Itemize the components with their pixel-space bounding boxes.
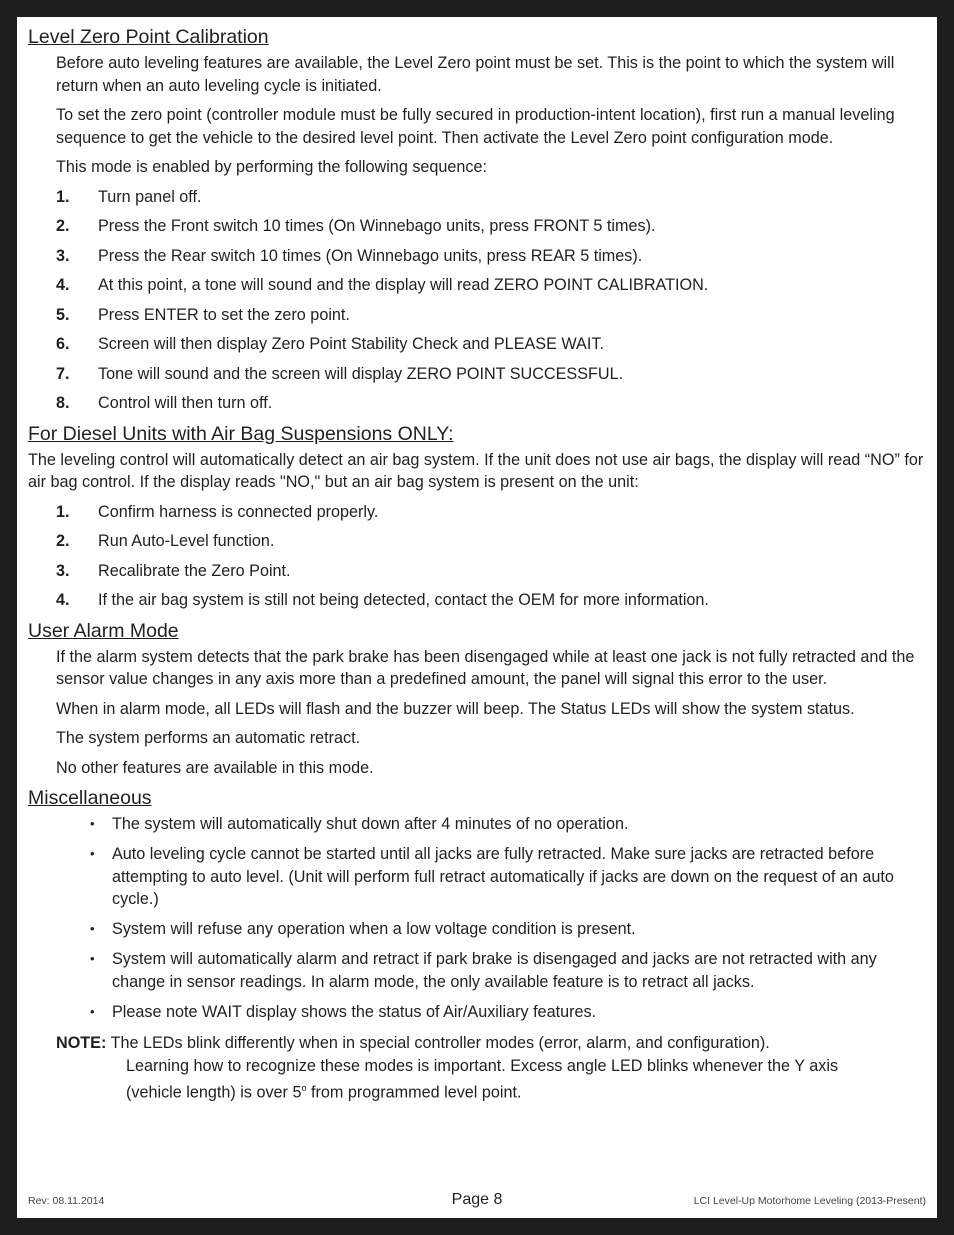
- alarm-p3: The system performs an automatic retract.: [56, 729, 361, 747]
- list-item: [56, 530, 928, 553]
- note-block: [56, 1032, 928, 1104]
- air-bag-intro: The leveling control will automatically detect an air bag system. If the unit does not use air bags, the display will read “NO” for air bag control. If the display reads "NO," but an air bag system is present on the unit:: [28, 450, 924, 491]
- heading-diesel-air-bag: For Diesel Units with Air Bag Suspensions ONLY:: [28, 422, 454, 445]
- step-number: 8.: [56, 394, 70, 412]
- step-text: Press the Front switch 10 times (On Winnebago units, press FRONT 5 times).: [98, 217, 656, 235]
- page-footer: [17, 1191, 937, 1215]
- zero-point-intro: Before auto leveling features are available, the Level Zero point must be set. This is the point to which the system will return when an auto leveling cycle is initiated.: [56, 54, 895, 95]
- step-number: 3.: [56, 561, 70, 580]
- list-item: [56, 304, 928, 327]
- step-number: 1.: [56, 502, 70, 521]
- step-text: Tone will sound and the screen will display ZERO POINT SUCCESSFUL.: [98, 364, 624, 383]
- note-line-1: [56, 1032, 928, 1055]
- list-item: [56, 245, 928, 268]
- alarm-p2: When in alarm mode, all LEDs will flash and the buzzer will beep. The Status LEDs will show the system status.: [56, 699, 855, 718]
- step-text: Confirm harness is connected properly.: [98, 502, 379, 521]
- step-text: Press ENTER to set the zero point.: [98, 305, 350, 324]
- note-text-3b: from programmed level point.: [306, 1083, 522, 1102]
- bullet-text: The system will automatically shut down after 4 minutes of no operation.: [112, 815, 629, 833]
- list-item: [56, 186, 928, 209]
- bullet-icon: •: [90, 1003, 95, 1019]
- step-number: 1.: [56, 187, 70, 206]
- bullet-text: System will refuse any operation when a low voltage condition is present.: [112, 920, 636, 938]
- step-number: 5.: [56, 305, 70, 324]
- misc-list: [28, 813, 928, 1023]
- list-item: [56, 560, 928, 583]
- step-text: Press the Rear switch 10 times (On Winnebago units, press REAR 5 times).: [98, 246, 643, 265]
- list-item: [56, 392, 928, 415]
- revision-date: Rev: 08.11.2014: [28, 1195, 105, 1207]
- list-item: [90, 918, 928, 941]
- list-item: [90, 843, 928, 911]
- page-number: Page 8: [451, 1191, 503, 1208]
- list-item: [56, 363, 928, 386]
- step-text: Recalibrate the Zero Point.: [98, 561, 291, 580]
- list-item: [56, 501, 928, 524]
- note-line-2: Learning how to recognize these modes is important. Excess angle LED blinks whenever the Y axis: [126, 1056, 839, 1075]
- step-number: 6.: [56, 335, 70, 353]
- alarm-p1: If the alarm system detects that the park brake has been disengaged while at least one jack is not fully retracted and the sensor value changes in any axis more than a predefined amount, the panel will signal this error to the user.: [56, 647, 915, 688]
- bullet-text: System will automatically alarm and retract if park brake is disengaged and jacks are not retracted with any change in sensor readings. In alarm mode, the only available feature is to retract all jacks.: [112, 950, 877, 991]
- note-label: NOTE:: [56, 1034, 107, 1052]
- note-text-1: The LEDs blink differently when in special controller modes (error, alarm, and configuration).: [110, 1034, 770, 1052]
- step-text: Turn panel off.: [98, 187, 202, 206]
- note-line-3: [56, 1077, 928, 1104]
- heading-miscellaneous: Miscellaneous: [28, 787, 152, 809]
- list-item: [56, 215, 928, 238]
- bullet-text: Please note WAIT display shows the status of Air/Auxiliary features.: [112, 1002, 597, 1021]
- list-item: [90, 948, 928, 993]
- step-text: Screen will then display Zero Point Stability Check and PLEASE WAIT.: [98, 335, 604, 353]
- document-page: [17, 17, 937, 1218]
- step-text: Run Auto-Level function.: [98, 532, 275, 550]
- step-number: 4.: [56, 591, 70, 609]
- note-text-3a: (vehicle length) is over 5: [126, 1083, 302, 1102]
- step-number: 4.: [56, 276, 70, 294]
- bullet-icon: •: [90, 951, 95, 966]
- step-number: 3.: [56, 246, 70, 265]
- air-bag-steps: [28, 501, 928, 612]
- list-item: [90, 1001, 928, 1024]
- step-text: At this point, a tone will sound and the display will read ZERO POINT CALIBRATION.: [98, 276, 709, 294]
- zero-point-steps: [28, 186, 928, 415]
- page-content: [28, 25, 928, 1104]
- bullet-icon: •: [90, 816, 95, 831]
- list-item: [90, 813, 928, 836]
- step-number: 2.: [56, 532, 70, 550]
- zero-point-sequence-intro: This mode is enabled by performing the following sequence:: [56, 158, 488, 176]
- bullet-icon: •: [90, 921, 95, 936]
- bullet-text: Auto leveling cycle cannot be started until all jacks are fully retracted. Make sure jacks are retracted before attempting to auto level. (Unit will perform full retract automatically if jacks are down on the request of an auto cycle.): [112, 845, 894, 908]
- list-item: [56, 333, 928, 356]
- list-item: [56, 589, 928, 612]
- document-title: LCI Level-Up Motorhome Leveling (2013-Present): [693, 1195, 926, 1207]
- alarm-p4: No other features are available in this mode.: [56, 758, 374, 777]
- heading-level-zero-point: Level Zero Point Calibration: [28, 26, 269, 48]
- zero-point-instructions: To set the zero point (controller module must be fully secured in production-intent location), first run a manual leveling sequence to get the vehicle to the desired level point. Then activate the Level Zero point configuration mode.: [56, 106, 895, 147]
- step-text: Control will then turn off.: [98, 394, 273, 412]
- list-item: [56, 274, 928, 297]
- step-number: 7.: [56, 364, 70, 383]
- heading-user-alarm-mode: User Alarm Mode: [28, 619, 179, 642]
- step-number: 2.: [56, 217, 70, 235]
- step-text: If the air bag system is still not being detected, contact the OEM for more information.: [98, 591, 709, 609]
- degree-symbol: o: [301, 1083, 307, 1093]
- bullet-icon: •: [90, 846, 95, 861]
